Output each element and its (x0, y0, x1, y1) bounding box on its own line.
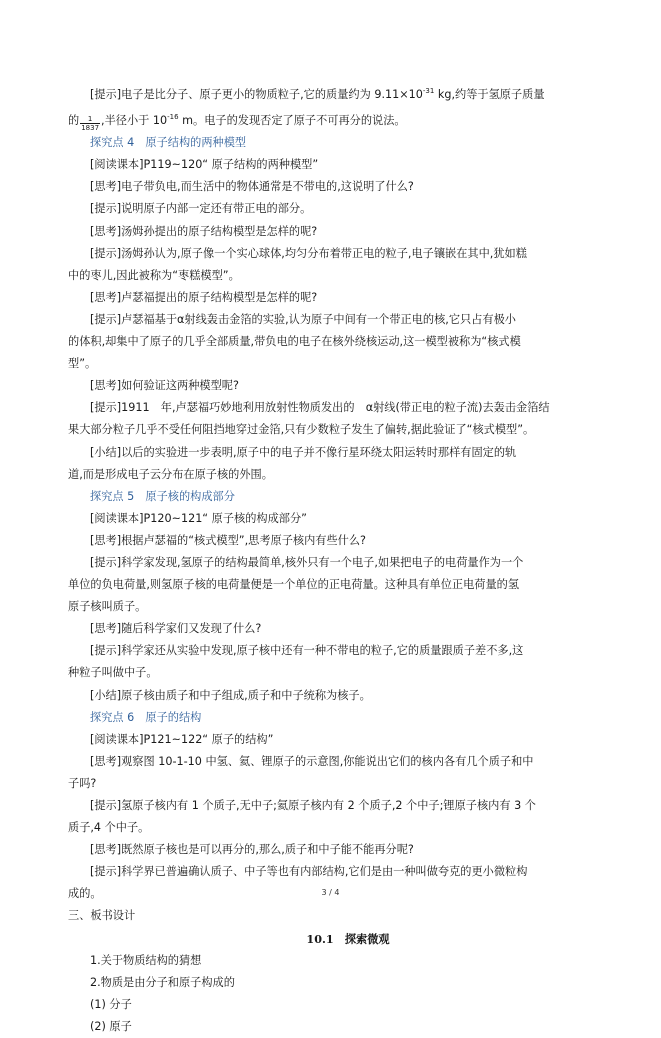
line: 成的。 (68, 887, 102, 901)
fraction-denominator: 1837 (81, 124, 100, 133)
line: [提示]1911 年,卢瑟福巧妙地利用放射性物质发出的 α射线(带正电的粒子流)去轰击金箔结 (90, 401, 550, 415)
line: [思考]随后科学家们又发现了什么? (90, 622, 262, 636)
line: [小结]原子核由质子和中子组成,质子和中子统称为核子。 (90, 688, 371, 702)
line: [提示]汤姆孙认为,原子像一个实心球体,均匀分布着带正电的粒子,电子镶嵌在其中,犹如糕 (90, 246, 527, 260)
text-run: 的 (68, 114, 80, 128)
exponent: -31 (422, 87, 435, 95)
board-item: (2) 原子 (90, 1019, 132, 1033)
line: 的体积,却集中了原子的几乎全部质量,带负电的电子在核外绕核运动,这一模型被称为“核式模 (68, 335, 521, 349)
line: 质子,4 个中子。 (68, 821, 150, 835)
line: [小结]以后的实验进一步表明,原子中的电子并不像行星环绕太阳运转时那样有固定的轨 (90, 445, 517, 459)
line: [思考]卢瑟福提出的原子结构模型是怎样的呢? (90, 290, 318, 304)
section-title-5: 探究点 5 原子核的构成部分 (90, 489, 235, 503)
line: 子吗? (68, 776, 97, 790)
line: [提示]说明原子内部一定还有带正电的部分。 (90, 202, 312, 216)
paragraph-electron-mass (90, 80, 606, 106)
line: [提示]科学界已普遍确认质子、中子等也有内部结构,它们是由一种叫做夸克的更小微粒构 (90, 865, 528, 879)
line: 原子核叫质子。 (68, 600, 147, 614)
line: [阅读课本]P120~121“ 原子核的构成部分” (90, 511, 307, 525)
line: [提示]氢原子核内有 1 个质子,无中子;氦原子核内有 2 个质子,2 个中子;锂原子核内有 3 个 (90, 799, 536, 812)
line: 中的枣儿,因此被称为“枣糕模型”。 (68, 268, 240, 282)
board-item: 2.物质是由分子和原子构成的 (90, 975, 235, 989)
line: [思考]根据卢瑟福的“核式模型”,思考原子核内有些什么? (90, 533, 366, 547)
text-run: kg,约等于氢原子质量 (434, 88, 545, 101)
line: 种粒子叫做中子。 (68, 666, 158, 680)
text-run: [提示]电子是比分子、原子更小的物质粒子,它的质量约为 9.11×10 (90, 88, 423, 101)
board-design-heading: 三、板书设计 (68, 909, 136, 923)
line: [思考]既然原子核也是可以再分的,那么,质子和中子能不能再分呢? (90, 843, 414, 857)
board-item: (1) 分子 (90, 997, 132, 1011)
board-item: 1.关于物质结构的猜想 (90, 953, 202, 967)
fraction (80, 115, 100, 132)
paragraph-electron-radius (68, 106, 606, 132)
section-title-6: 探究点 6 原子的结构 (90, 710, 202, 724)
line: 型”。 (68, 357, 97, 371)
board-title: 10.1 探索微观 (306, 931, 390, 946)
line: [思考]汤姆孙提出的原子结构模型是怎样的呢? (90, 224, 318, 238)
line: [思考]电子带负电,而生活中的物体通常是不带电的,这说明了什么? (90, 180, 414, 194)
fraction-numerator: 1 (80, 115, 100, 124)
line: 道,而是形成电子云分布在原子核的外围。 (68, 467, 273, 481)
line: [阅读课本]P121~122“ 原子的结构” (90, 732, 274, 746)
line: [阅读课本]P119~120“ 原子结构的两种模型” (90, 158, 319, 172)
line: 果大部分粒子几乎不受任何阻挡地穿过金箔,只有少数粒子发生了偏转,据此验证了“核式模型”。 (68, 423, 535, 437)
page-number: 3 / 4 (321, 888, 340, 897)
line: [思考]观察图 10-1-10 中氢、氦、锂原子的示意图,你能说出它们的核内各有几个质子和中 (90, 754, 534, 768)
line: [思考]如何验证这两种模型呢? (90, 379, 239, 393)
text-run: ,半径小于 10 (101, 114, 168, 128)
line: 单位的负电荷量,则氢原子核的电荷量便是一个单位的正电荷量。这种具有单位正电荷量的氢 (68, 578, 520, 592)
text-run: m。电子的发现否定了原子不可再分的说法。 (178, 114, 406, 128)
line: [提示]卢瑟福基于α射线轰击金箔的实验,认为原子中间有一个带正电的核,它只占有极小 (90, 312, 516, 326)
line: [提示]科学家还从实验中发现,原子核中还有一种不带电的粒子,它的质量跟质子差不多,这 (90, 644, 524, 658)
line: [提示]科学家发现,氢原子的结构最简单,核外只有一个电子,如果把电子的电荷量作为一个 (90, 555, 524, 569)
section-title-4: 探究点 4 原子结构的两种模型 (90, 136, 247, 150)
exponent: -16 (167, 113, 179, 122)
